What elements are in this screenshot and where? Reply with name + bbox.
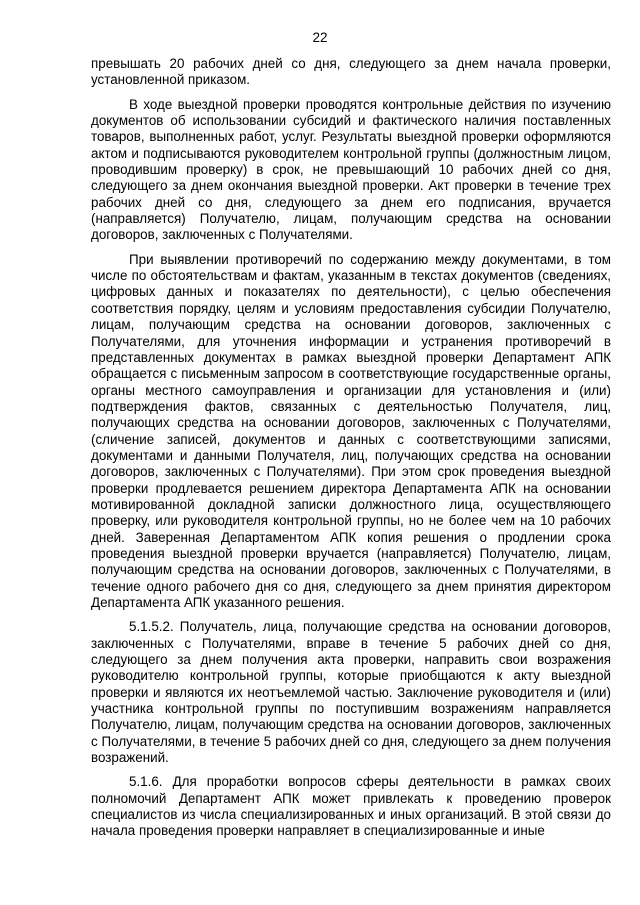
- paragraph: 5.1.5.2. Получатель, лица, получающие средства на основании договоров, заключенных с Получателями, вправе в течение 5 рабочих дней со дня, следующего за днем получения акта проверки, направить свои возражения руководителю контрольной группы, которые приобщаются к акту выездной проверки и являются их неотъемлемой частью. Заключение руководителя и (или) участника контрольной группы по поступившим возражениям направляется Получателю, лицам, получающим средства на основании договоров, заключенных с Получателями, в течение 5 рабочих дней со дня, следующего за днем получения возражений.: [91, 619, 611, 766]
- document-body: [91, 56, 611, 848]
- paragraph: При выявлении противоречий по содержанию между документами, в том числе по обстоятельствам и фактам, указанным в текстах документов (сведениях, цифровых данных и показателях по деятельности), с целью обеспечения соответствия порядку, целям и условиям предоставления субсидии Получателю, лицам, получающим средства на основании договоров, заключенных с Получателями, для уточнения информации и устранения противоречий в представленных документах в рамках выездной проверки Департамент АПК обращается с письменным запросом в соответствующие государственные органы, органы местного самоуправления и организации для установления и (или) подтверждения фактов, связанных с деятельностью Получателя, лиц, получающих средства на основании договоров, заключенных с Получателями, (сличение записей, документов и данных с соответствующими записями, документами и данными Получателя, лиц, получающих средства на основании договоров, заключенных с Получателями). При этом срок проведения выездной проверки продлевается решением директора Департамента АПК на основании мотивированной докладной записки должностного лица, осуществляющего проверку, или руководителя контрольной группы, но не более чем на 10 рабочих дней. Заверенная Департаментом АПК копия решения о продлении срока проведения выездной проверки вручается (направляется) Получателю, лицам, получающим средства на основании договоров, заключенных с Получателями, в течение одного рабочего дня со дня, следующего за днем принятия директором Департамента АПК указанного решения.: [91, 251, 611, 610]
- paragraph: В ходе выездной проверки проводятся контрольные действия по изучению документов об использовании субсидий и фактического наличия поставленных товаров, выполненных работ, услуг. Результаты выездной проверки оформляются актом и подписываются руководителем контрольной группы (должностным лицом, проводившим проверку) в срок, не превышающий 10 рабочих дней со дня, следующего за днем окончания выездной проверки. Акт проверки в течение трех рабочих дней со дня, следующего за днем его подписания, вручается (направляется) Получателю, лицам, получающим средства на основании договоров, заключенных с Получателями.: [91, 96, 611, 243]
- paragraph: превышать 20 рабочих дней со дня, следующего за днем начала проверки, установленной приказом.: [91, 56, 611, 88]
- paragraph: 5.1.6. Для проработки вопросов сферы деятельности в рамках своих полномочий Департамент АПК может привлекать к проведению проверок специалистов из числа специализированных и иных организаций. В этой связи до начала проведения проверки направляет в специализированные и иные: [91, 774, 611, 839]
- page-number: 22: [312, 30, 328, 45]
